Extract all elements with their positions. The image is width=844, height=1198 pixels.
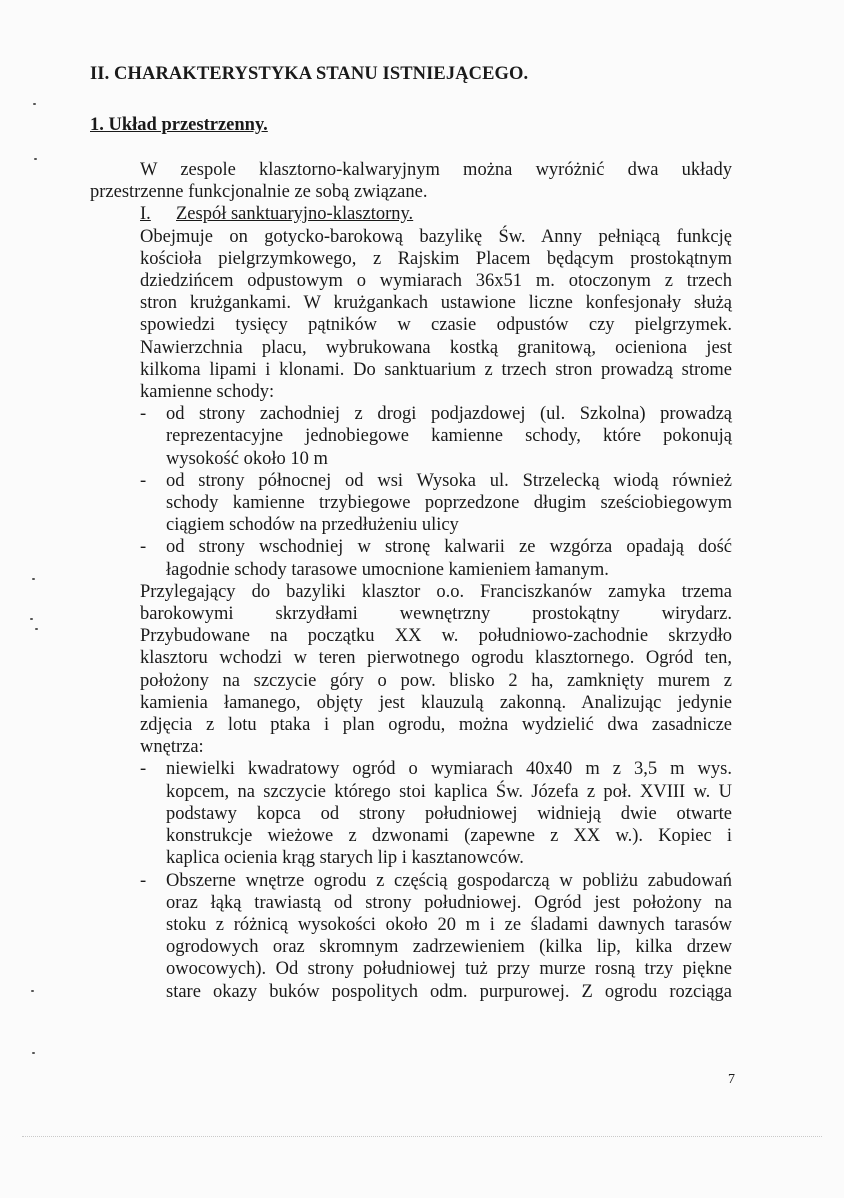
scan-speck <box>33 103 36 105</box>
list-item <box>90 870 732 1003</box>
list-item <box>90 403 732 470</box>
dash-bullet: - <box>140 537 147 558</box>
scan-speck <box>31 990 34 992</box>
page-number: 7 <box>728 1072 735 1087</box>
paragraph-line: Przylegający do bazyliki klasztor o.o. Franciszkanów zamyka trzema <box>140 581 732 602</box>
paragraph-line: kamienne schody: <box>140 382 275 403</box>
paragraph-line: zdjęcia z lotu ptaka i plan ogrodu, można wydzielić dwa zasadnicze <box>140 715 732 736</box>
intro-line: W zespole klasztorno-kalwaryjnym można wyróżnić dwa układy <box>140 160 732 180</box>
scan-footer-rule <box>22 1136 822 1137</box>
list-line: łagodnie schody tarasowe umocnione kamieniem łamanym. <box>166 559 609 580</box>
list-line: kopcem, na szczycie którego stoi kaplica Św. Józefa z poł. XVIII w. U <box>166 781 732 802</box>
list-line: wysokość około 10 m <box>166 448 328 469</box>
document-body <box>90 159 732 1003</box>
paragraph-line: położony na szczycie góry o pow. blisko 2 ha, zamknięty murem z <box>140 670 732 691</box>
paragraph-line: Nawierzchnia placu, wybrukowana kostką granitową, ocieniona jest <box>140 337 732 358</box>
list-line: od strony zachodniej z drogi podjazdowej (ul. Szkolna) prowadzą <box>166 404 732 425</box>
list-line: oraz łąką trawiastą od strony południowej. Ogród jest położony na <box>166 892 732 913</box>
dash-bullet: - <box>140 470 147 491</box>
paragraph-line: klasztoru wchodzi w teren pierwotnego ogrodu klasztornego. Ogród ten, <box>140 648 732 669</box>
scan-speck <box>32 578 35 580</box>
paragraph-line: Przybudowane na początku XX w. południowo-zachodnie skrzydło <box>140 626 732 647</box>
list-line: kaplica ocienia krąg starych lip i kasztanowców. <box>166 848 524 869</box>
paragraph-line: Obejmuje on gotycko-barokową bazylikę Św. Anny pełniącą funkcję <box>140 226 732 247</box>
paragraph-line: dziedzińcem odpustowym o wymiarach 36x51 m. otoczonym z trzech <box>140 271 732 292</box>
chapter-heading: II. CHARAKTERYSTYKA STANU ISTNIEJĄCEGO. <box>90 64 529 84</box>
list-line: podstawy kopca od strony południowej widnieją dwie otwarte <box>166 803 732 824</box>
scan-speck <box>34 158 37 160</box>
section-title-line <box>90 203 732 225</box>
paragraph-line: kamienia łamanego, objęty jest klauzulą zakonną. Analizując jedynie <box>140 692 732 713</box>
paragraph-line: spowiedzi tysięcy pątników w czasie odpustów czy pielgrzymek. <box>140 315 732 336</box>
list-line: schody kamienne trzybiegowe poprzedzone długim sześciobiegowym <box>166 493 732 514</box>
paragraph-line: barokowymi skrzydłami wewnętrzny prostokątny wirydarz. <box>140 604 732 625</box>
list-line: ogrodowych oraz skromnym zadrzewieniem (kilka lip, kilka drzew <box>166 937 732 958</box>
paragraph-line: kościoła pielgrzymkowego, z Rajskim Placem będącym prostokątnym <box>140 248 732 269</box>
scan-speck <box>30 618 33 620</box>
list-line: Obszerne wnętrze ogrodu z częścią gospodarczą w pobliżu zabudowań <box>166 870 732 891</box>
section-title: Zespół sanktuaryjno-klasztorny. <box>176 204 414 225</box>
list-line: niewielki kwadratowy ogród o wymiarach 40x40 m z 3,5 m wys. <box>166 759 732 780</box>
paragraph-line: kilkoma lipami i klonami. Do sanktuarium z trzech stron prowadzą strome <box>140 359 732 380</box>
list-line: od strony północnej od wsi Wysoka ul. Strzelecką wiodą również <box>166 470 732 491</box>
list-line: reprezentacyjne jednobiegowe kamienne schody, które pokonują <box>166 426 732 447</box>
paragraph-line: wnętrza: <box>140 737 204 758</box>
list-line: stare okazy buków pospolitych odm. purpurowej. Z ogrodu rozciąga <box>166 981 732 1002</box>
section-number: I. <box>140 204 151 225</box>
dash-bullet: - <box>140 404 147 425</box>
intro-line: przestrzenne funkcjonalnie ze sobą związane. <box>90 182 428 203</box>
list-item <box>90 758 732 869</box>
scan-speck <box>35 628 38 630</box>
scan-speck <box>32 1052 35 1054</box>
section-heading: 1. Układ przestrzenny. <box>90 115 268 135</box>
list-line: stoku z różnicą wysokości około 20 m i ze śladami dawnych tarasów <box>166 914 732 935</box>
list-item <box>90 536 732 580</box>
paragraph-line: stron krużgankami. W krużgankach ustawione liczne konfesjonały służą <box>140 293 732 314</box>
list-item <box>90 470 732 537</box>
list-line: od strony wschodniej w stronę kalwarii ze wzgórza opadają dość <box>166 537 732 558</box>
dash-bullet: - <box>140 759 147 780</box>
list-line: konstrukcje wieżowe z dzwonami (zapewne z XX w.). Kopiec i <box>166 826 732 847</box>
dash-bullet: - <box>140 870 147 891</box>
list-line: owocowych). Od strony południowej tuż przy murze rosną trzy piękne <box>166 959 732 980</box>
list-line: ciągiem schodów na przedłużeniu ulicy <box>166 515 459 536</box>
